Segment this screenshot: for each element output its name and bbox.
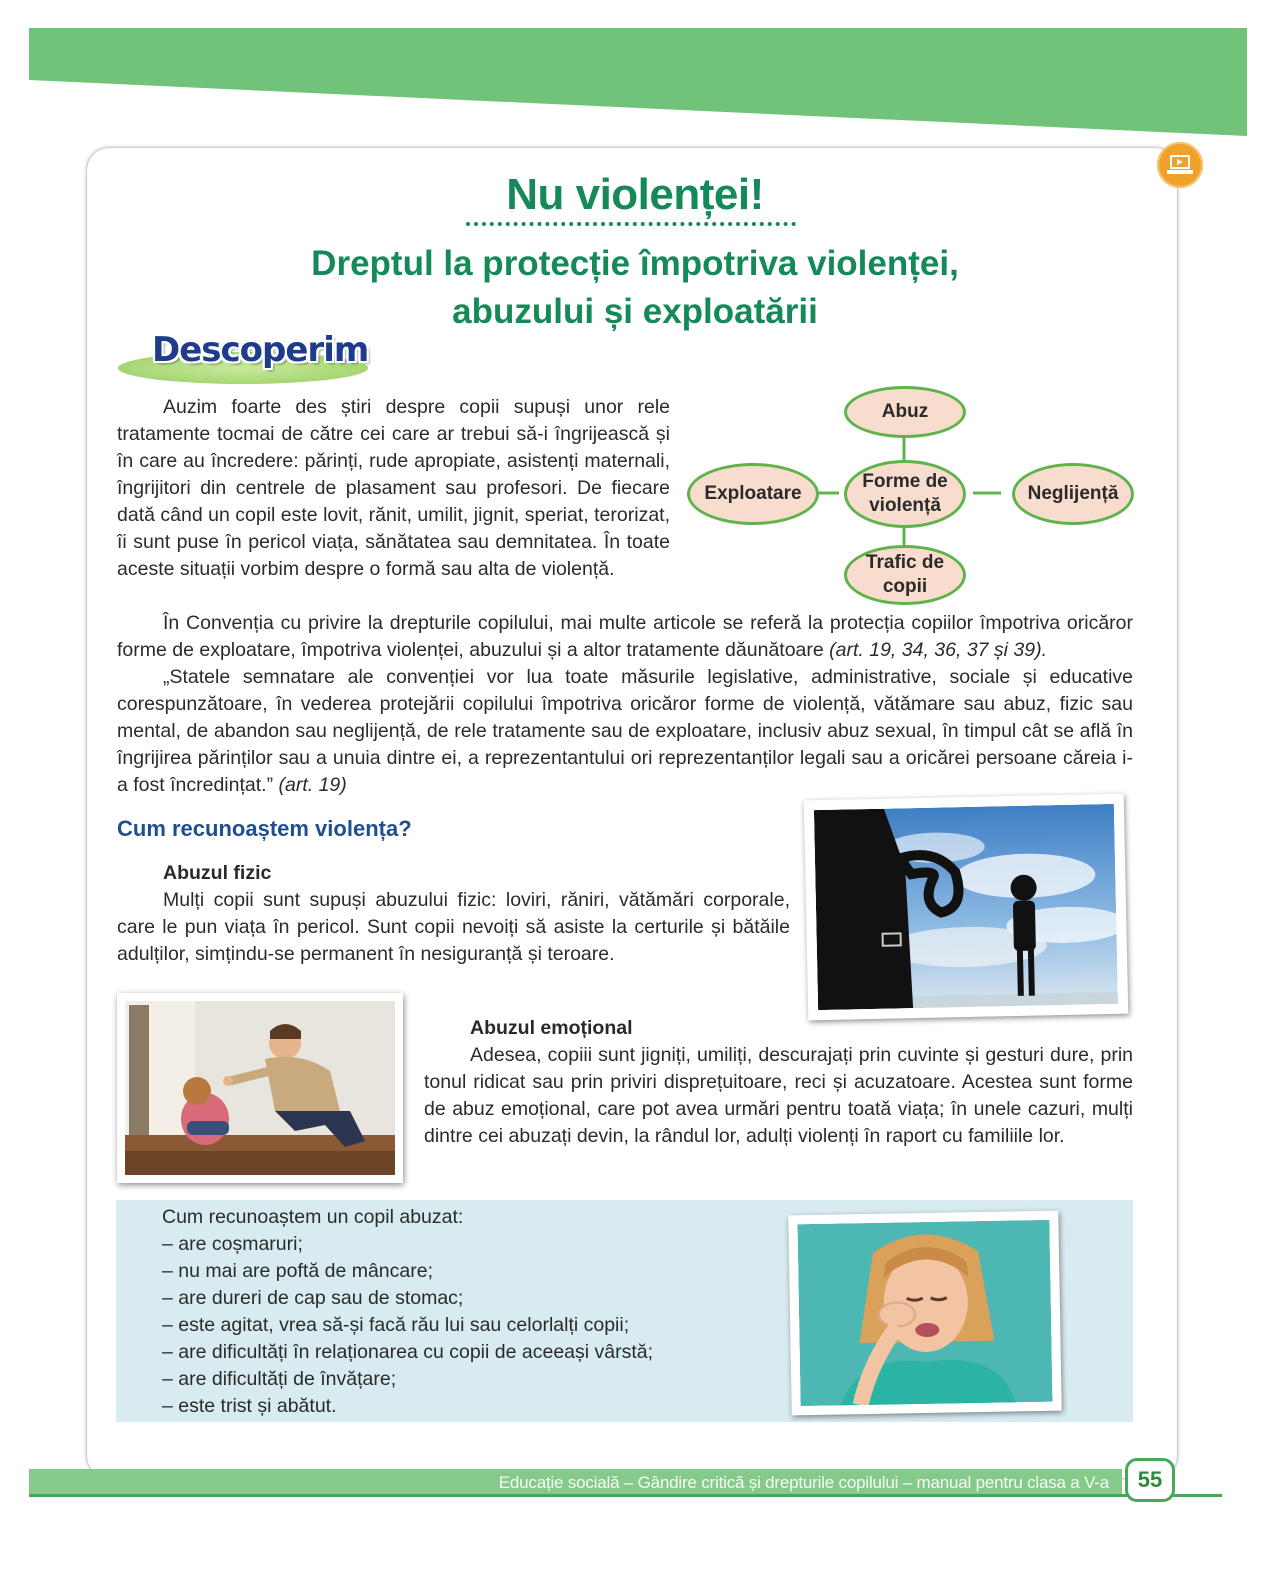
section-heading: Cum recunoaștem violența? [117,816,412,841]
badge-label: Descoperim [152,330,369,370]
belt-silhouette-image [814,804,1118,1010]
list-item: – are dureri de cap sau de stomac; [162,1287,464,1309]
intro-paragraph-2: În Convenția cu privire la drepturile copilului, mai multe articole se referă la protecția copiilor împotriva oricăror forme de exploatare, împotriva violenței, abuzului și a altor tratamente dăunătoare (art. 19, 34, 36, 37 și 39). [117,612,1133,661]
physical-abuse-text: Mulți copii sunt supuși abuzului fizic: loviri, răniri, vătămări corporale, care le pun viața în pericol. Sunt copii nevoiți să asiste la certurile și bătăile adulților, simțindu-se permanent în nesiguranță și teroare. [117,889,790,965]
diagram-node-neglijenta: Neglijență [1012,463,1134,525]
intro-paragraph-3: „Statele semnatare ale convenției vor lua toate măsurile legislative, administrative, sociale și educative corespunzătoare, în vederea protejării copilului împotriva oricăror forme de violență, vătămare sau abuz, fizic sau mental, de abandon sau neglijență, de rele tratamente sau de exploatare, inclusiv abuz sexual, în timpul cât se află în îngrijirea părinților sau a unuia dintre ei, a reprezentantului ori reprezentanților legali sau a oricărei persoane căreia i-a fost încredințat.” (art. 19) [117,666,1133,796]
page-number: 55 [1125,1458,1175,1502]
photo-father-scolding [117,993,403,1183]
page-subtitle [0,240,1270,336]
page-title: Nu violenței! [506,170,764,219]
emotional-abuse-title: Abuzul emoțional [470,1017,633,1039]
diagram-node-abuz: Abuz [844,386,966,438]
list-item: – are dificultăți de învățare; [162,1368,397,1390]
section-badge [118,330,368,386]
title-dotted-underline [466,222,796,226]
list-item: – este trist și abătut. [162,1395,337,1417]
crying-girl-image [797,1220,1052,1406]
footer-book-title: Educație socială – Gândire critică și drepturile copilului – manual pentru clasa a V-a [498,1473,1109,1492]
list-item: – este agitat, vrea să-și facă rău lui sau celorlalți copii; [162,1314,630,1336]
diagram-node-center: Forme de violență [844,460,966,528]
subtitle-line-1: Dreptul la protecție împotriva violenței, [311,244,959,283]
intro-paragraph-1: Auzim foarte des știri despre copii supuși unor rele tratamente tocmai de către cei care ar trebui să-i îngrijească și în care au încredere: părinți, rude apropiate, asistenți maternali, îngrijitori din centrele de plasament sau profesori. De fiecare dată când un copil este lovit, rănit, umilit, jignit, speriat, terorizat, îi sunt puse în pericol viața, sănătatea sau demnitatea. În toate aceste situații vorbim despre o formă sau alta de violență. [117,396,670,580]
top-banner [29,28,1247,140]
emotional-abuse-block [424,1015,1133,1150]
photo-belt-silhouette [804,794,1129,1021]
signs-title: Cum recunoaștem un copil abuzat: [162,1206,464,1228]
subtitle-line-2: abuzului și exploatării [452,292,818,331]
diagram-node-trafic: Trafic de copii [844,545,966,605]
diagram-node-exploatare: Exploatare [687,463,819,525]
physical-abuse-block [117,860,790,968]
father-scolding-image [125,1001,395,1175]
signs-list-block [162,1204,762,1420]
violence-forms-diagram [680,380,1150,610]
intro-paragraphs [117,610,1133,799]
list-item: – nu mai are poftă de mâncare; [162,1260,433,1282]
list-item: – are coșmaruri; [162,1233,303,1255]
emotional-abuse-text: Adesea, copiii sunt jigniți, umiliți, descurajați prin cuvinte și gesturi dure, prin tonul ridicat sau prin priviri disprețuitoare, reci și acuzatoare. Acestea sunt forme de abuz emoțional, care pot avea urmări pentru toată viața; în unele cazuri, mulți dintre cei abuzați devin, la rândul lor, adulți violenți în raport cu familiile lor. [424,1044,1133,1147]
signs-list [162,1231,762,1420]
photo-crying-girl [788,1211,1061,1416]
physical-abuse-title: Abuzul fizic [163,862,272,884]
list-item: – are dificultăți în relaționarea cu copii de aceeași vârstă; [162,1341,654,1363]
